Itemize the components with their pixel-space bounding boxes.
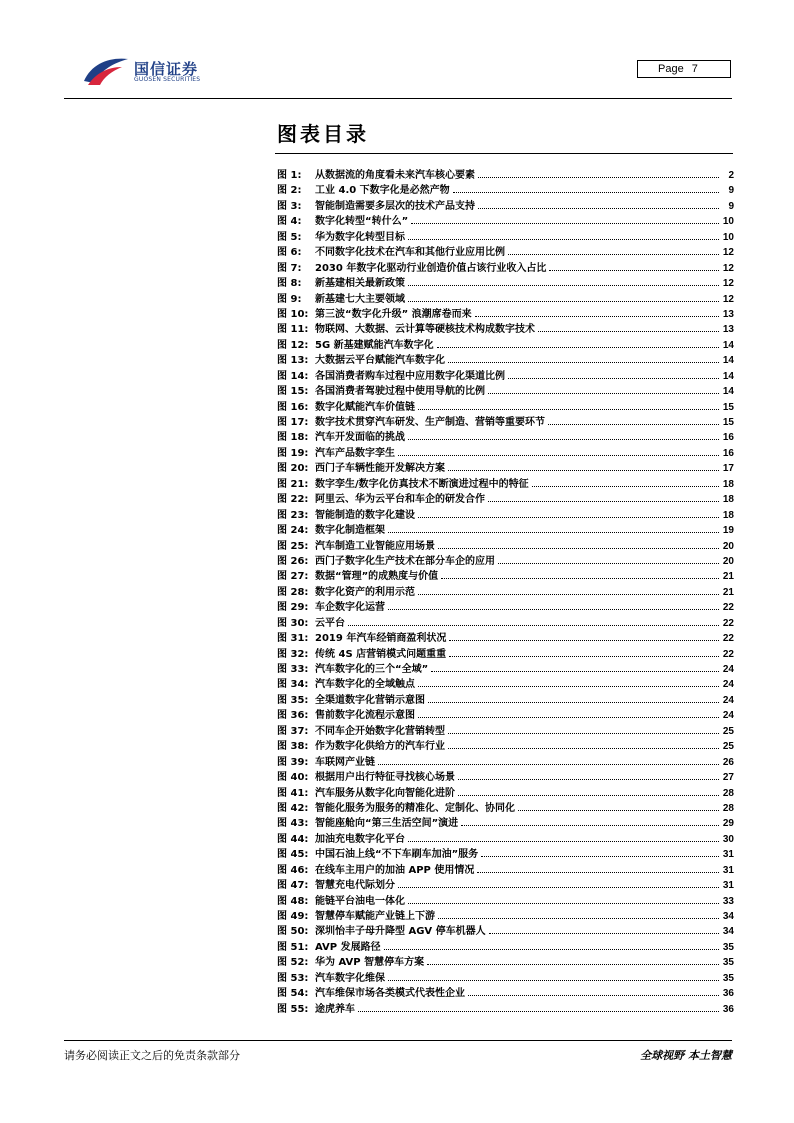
toc-dot-leader (388, 609, 719, 610)
toc-entry[interactable] (277, 986, 734, 1001)
toc-dot-leader (384, 949, 719, 950)
toc-entry[interactable] (277, 477, 734, 492)
toc-entry-label: 图 45: (277, 849, 309, 861)
toc-dot-leader (477, 872, 719, 873)
toc-entry-title: 售前数字化流程示意图 (315, 710, 415, 722)
toc-entry-title: 汽车数字化的全域触点 (315, 679, 415, 691)
toc-entry-title: 智能座舱向“第三生活空间”演进 (315, 818, 459, 830)
toc-entry-label: 图 25: (277, 540, 309, 552)
toc-dot-leader (427, 964, 719, 965)
toc-entry-label: 图 48: (277, 895, 309, 907)
toc-entry[interactable] (277, 739, 734, 754)
toc-entry-label: 图 32: (277, 648, 309, 660)
toc-entry-label: 图 43: (277, 818, 309, 830)
toc-entry[interactable] (277, 430, 734, 445)
toc-dot-leader (548, 424, 719, 425)
toc-entry[interactable] (277, 400, 734, 415)
toc-entry-title: 根据用户出行特征寻找核心场景 (315, 772, 455, 784)
toc-dot-leader (408, 239, 719, 240)
toc-dot-leader (398, 455, 719, 456)
toc-entry-label: 图 37: (277, 725, 309, 737)
toc-entry-title: 汽车产品数字孪生 (315, 447, 395, 459)
toc-entry-label: 图 12: (277, 339, 309, 351)
toc-entry-page: 27 (722, 772, 734, 784)
toc-entry-title: 2019 年汽车经销商盈利状况 (315, 633, 447, 645)
toc-entry-page: 18 (722, 509, 734, 521)
toc-entry-page: 13 (722, 324, 734, 336)
toc-dot-leader (489, 933, 719, 934)
toc-entry[interactable] (277, 168, 734, 183)
toc-dot-leader (448, 748, 719, 749)
toc-entry-label: 图 27: (277, 571, 309, 583)
toc-dot-leader (508, 378, 719, 379)
toc-entry[interactable] (277, 894, 734, 909)
toc-entry-title: 汽车数字化的三个“全域” (315, 664, 429, 675)
toc-dot-leader (488, 501, 719, 502)
toc-entry[interactable] (277, 724, 734, 739)
toc-entry-title: 智慧停车赋能产业链上下游 (315, 911, 435, 922)
toc-entry-title: 车联网产业链 (315, 756, 375, 768)
page-label: Page (658, 63, 684, 75)
brand-logo (82, 55, 212, 87)
toc-entry-page: 25 (722, 725, 734, 737)
toc-entry-title: 各国消费者驾驶过程中使用导航的比例 (315, 386, 485, 398)
toc-entry-title: 智能制造的数字化建设 (315, 509, 415, 521)
toc-entry-page: 30 (722, 833, 734, 845)
toc-entry-page: 31 (722, 849, 734, 861)
page-number: 7 (691, 63, 698, 75)
toc-entry[interactable] (277, 183, 734, 198)
toc-entry-page: 18 (722, 494, 734, 506)
toc-dot-leader (449, 640, 719, 641)
toc-entry-page: 12 (722, 247, 734, 259)
toc-entry-title: 新基建七大主要领域 (315, 293, 405, 305)
toc-entry-label: 图 16: (277, 401, 309, 413)
toc-entry[interactable] (277, 461, 734, 476)
toc-entry-label: 图 46: (277, 864, 309, 876)
toc-entry-label: 图 20: (277, 463, 309, 475)
toc-entry-label: 图 49: (277, 911, 309, 922)
toc-dot-leader (408, 301, 719, 302)
toc-entry-label: 图 40: (277, 772, 309, 784)
toc-entry[interactable] (277, 508, 734, 523)
page-indicator (637, 60, 731, 78)
toc-entry-page: 20 (722, 555, 734, 567)
toc-entry-label: 图 34: (277, 679, 309, 691)
toc-dot-leader (408, 903, 719, 904)
toc-entry[interactable] (277, 816, 734, 831)
toc-dot-leader (418, 517, 719, 518)
toc-entry-title: 汽车维保市场各类模式代表性企业 (315, 988, 465, 1000)
toc-entry-page: 9 (728, 185, 734, 197)
toc-entry-page: 24 (722, 664, 734, 675)
toc-entry-page: 31 (722, 880, 734, 892)
toc-dot-leader (348, 625, 719, 626)
toc-entry[interactable] (277, 569, 734, 584)
toc-dot-leader (532, 486, 719, 487)
toc-entry[interactable] (277, 801, 734, 816)
toc-dot-leader (418, 717, 719, 718)
toc-entry-page: 22 (722, 602, 734, 614)
toc-entry-title: 在线车主用户的加油 APP 使用情况 (315, 864, 475, 876)
toc-entry-label: 图 55: (277, 1003, 309, 1015)
toc-entry[interactable] (277, 292, 734, 307)
toc-entry-title: 不同数字化技术在汽车和其他行业应用比例 (315, 247, 505, 259)
toc-entry[interactable] (277, 1002, 734, 1017)
toc-entry-title: 作为数字化供给方的汽车行业 (315, 741, 445, 753)
toc-entry[interactable] (277, 199, 734, 214)
footer-slogan: 全球视野 本土智慧 (640, 1049, 732, 1062)
toc-entry-page: 31 (722, 864, 734, 876)
toc-entry-page: 22 (722, 648, 734, 660)
toc-entry-title: 不同车企开始数字化营销转型 (315, 725, 445, 737)
toc-entry-page: 25 (722, 741, 734, 753)
toc-entry[interactable] (277, 708, 734, 723)
toc-entry-page: 13 (722, 308, 734, 320)
toc-dot-leader (358, 1011, 719, 1012)
toc-dot-leader (378, 764, 719, 765)
toc-entry-page: 2 (728, 170, 734, 181)
toc-entry[interactable] (277, 971, 734, 986)
toc-dot-leader (518, 810, 719, 811)
toc-entry-title: 传统 4S 店营销模式问题重重 (315, 648, 447, 660)
toc-entry-page: 29 (722, 818, 734, 830)
toc-entry-label: 图 53: (277, 972, 309, 984)
toc-entry-page: 14 (722, 355, 734, 367)
footer-divider (64, 1040, 732, 1041)
toc-entry-title: 数字化转型“转什么” (315, 216, 409, 228)
toc-entry-label: 图 33: (277, 664, 309, 675)
toc-dot-leader (408, 841, 719, 842)
toc-entry-label: 图 17: (277, 417, 309, 428)
toc-entry-label: 图 1: (277, 170, 302, 181)
footer-disclaimer: 请务必阅读正文之后的免责条款部分 (64, 1049, 240, 1062)
toc-dot-leader (449, 656, 719, 657)
toc-entry-page: 15 (722, 401, 734, 413)
toc-dot-leader (475, 316, 719, 317)
toc-entry-title: AVP 发展路径 (315, 941, 381, 953)
toc-entry-label: 图 2: (277, 185, 302, 197)
toc-dot-leader (438, 548, 719, 549)
toc-entry-title: 新基建相关最新政策 (315, 278, 405, 290)
toc-entry-page: 12 (722, 262, 734, 274)
toc-dot-leader (437, 347, 719, 348)
toc-entry-label: 图 50: (277, 926, 309, 938)
toc-dot-leader (481, 856, 719, 857)
toc-entry-label: 图 54: (277, 988, 309, 1000)
toc-entry-label: 图 5: (277, 231, 302, 243)
toc-entry[interactable] (277, 245, 734, 260)
toc-entry-page: 15 (722, 417, 734, 428)
toc-entry-page: 35 (722, 957, 734, 969)
toc-entry-page: 21 (722, 571, 734, 583)
toc-entry[interactable] (277, 307, 734, 322)
toc-entry-page: 12 (722, 293, 734, 305)
toc-entry[interactable] (277, 924, 734, 939)
toc-entry-page: 34 (722, 911, 734, 922)
toc-entry-page: 34 (722, 926, 734, 938)
guosen-emblem-icon (82, 55, 130, 87)
toc-entry-label: 图 52: (277, 957, 309, 969)
toc-dot-leader (478, 177, 719, 178)
toc-entry[interactable] (277, 832, 734, 847)
toc-entry-title: 全渠道数字化营销示意图 (315, 694, 425, 706)
toc-entry-title: 华为数字化转型目标 (315, 231, 405, 243)
toc-dot-leader (388, 532, 719, 533)
toc-entry[interactable] (277, 338, 734, 353)
toc-entry[interactable] (277, 631, 734, 646)
toc-entry-label: 图 39: (277, 756, 309, 768)
toc-entry-title: 各国消费者购车过程中应用数字化渠道比例 (315, 370, 505, 382)
toc-entry-title: 智能化服务为服务的精准化、定制化、协同化 (315, 802, 515, 814)
toc-dot-leader (448, 470, 719, 471)
toc-entry-title: 西门子数字化生产技术在部分车企的应用 (315, 555, 495, 567)
toc-entry-label: 图 13: (277, 355, 309, 367)
toc-entry[interactable] (277, 600, 734, 615)
toc-dot-leader (388, 980, 719, 981)
toc-entry-label: 图 10: (277, 308, 309, 320)
toc-entry[interactable] (277, 415, 734, 430)
toc-entry-page: 26 (722, 756, 734, 768)
toc-dot-leader (478, 208, 719, 209)
toc-top-divider (275, 153, 733, 154)
toc-entry[interactable] (277, 909, 734, 924)
toc-entry-title: 数字技术贯穿汽车研发、生产制造、营销等重要环节 (315, 417, 545, 428)
figure-toc-list (277, 168, 734, 1017)
toc-entry-page: 24 (722, 679, 734, 691)
toc-entry-title: 从数据流的角度看未来汽车核心要素 (315, 170, 475, 181)
toc-entry-title: 能链平台油电一体化 (315, 895, 405, 907)
toc-entry-label: 图 8: (277, 278, 302, 290)
toc-entry[interactable] (277, 446, 734, 461)
toc-entry-title: 汽车服务从数字化向智能化进阶 (315, 787, 455, 799)
toc-entry-page: 33 (722, 895, 734, 907)
toc-entry-title: 华为 AVP 智慧停车方案 (315, 957, 425, 969)
toc-entry-page: 21 (722, 586, 734, 598)
toc-entry[interactable] (277, 693, 734, 708)
toc-entry[interactable] (277, 384, 734, 399)
toc-entry[interactable] (277, 677, 734, 692)
toc-entry-label: 图 30: (277, 617, 309, 629)
toc-entry-page: 14 (722, 386, 734, 398)
toc-entry-page: 22 (722, 633, 734, 645)
toc-entry-label: 图 41: (277, 787, 309, 799)
toc-entry-label: 图 47: (277, 880, 309, 892)
toc-entry-page: 36 (722, 1003, 734, 1015)
toc-entry-page: 22 (722, 617, 734, 629)
toc-entry-label: 图 36: (277, 710, 309, 722)
toc-entry[interactable] (277, 353, 734, 368)
toc-entry-page: 14 (722, 339, 734, 351)
toc-entry-title: 汽车数字化维保 (315, 972, 385, 984)
toc-entry-page: 28 (722, 802, 734, 814)
toc-entry-label: 图 9: (277, 293, 302, 305)
toc-entry-title: 加油充电数字化平台 (315, 833, 405, 845)
toc-entry-title: 物联网、大数据、云计算等硬核技术构成数字技术 (315, 324, 535, 336)
toc-entry-title: 大数据云平台赋能汽车数字化 (315, 355, 445, 367)
toc-entry-title: 数字化制造框架 (315, 525, 385, 537)
toc-entry-label: 图 38: (277, 741, 309, 753)
toc-entry-label: 图 14: (277, 370, 309, 382)
toc-dot-leader (438, 918, 719, 919)
toc-dot-leader (458, 795, 719, 796)
toc-entry-title: 2030 年数字化驱动行业创造价值占该行业收入占比 (315, 262, 547, 274)
toc-entry-label: 图 24: (277, 525, 309, 537)
toc-dot-leader (411, 223, 719, 224)
toc-entry[interactable] (277, 322, 734, 337)
toc-dot-leader (418, 594, 719, 595)
toc-entry-label: 图 23: (277, 509, 309, 521)
toc-entry-title: 中国石油上线“不下车刷车加油”服务 (315, 849, 479, 861)
page-title: 图表目录 (277, 122, 369, 146)
toc-dot-leader (428, 702, 719, 703)
toc-entry-label: 图 31: (277, 633, 309, 645)
toc-entry[interactable] (277, 276, 734, 291)
toc-entry[interactable] (277, 539, 734, 554)
toc-entry-label: 图 28: (277, 586, 309, 598)
toc-dot-leader (448, 362, 719, 363)
toc-dot-leader (498, 563, 719, 564)
toc-entry-label: 图 51: (277, 941, 309, 953)
toc-entry-title: 车企数字化运营 (315, 602, 385, 614)
toc-dot-leader (431, 671, 719, 672)
toc-dot-leader (461, 825, 719, 826)
toc-dot-leader (441, 578, 719, 579)
toc-entry-label: 图 7: (277, 262, 302, 274)
toc-dot-leader (508, 254, 719, 255)
toc-entry-page: 35 (722, 941, 734, 953)
toc-entry-title: 汽车制造工业智能应用场景 (315, 540, 435, 552)
toc-entry-label: 图 18: (277, 432, 309, 444)
toc-entry-page: 18 (722, 478, 734, 490)
toc-entry-label: 图 35: (277, 694, 309, 706)
toc-dot-leader (408, 285, 719, 286)
toc-entry-title: 数据“管理”的成熟度与价值 (315, 571, 439, 583)
toc-entry-title: 数字化资产的利用示范 (315, 586, 415, 598)
toc-entry-page: 36 (722, 988, 734, 1000)
toc-dot-leader (408, 439, 719, 440)
toc-entry[interactable] (277, 770, 734, 785)
toc-entry-page: 19 (722, 525, 734, 537)
toc-entry-label: 图 26: (277, 555, 309, 567)
toc-entry[interactable] (277, 786, 734, 801)
toc-entry-page: 12 (722, 278, 734, 290)
logo-chinese-name: 国信证券 (134, 60, 199, 78)
toc-entry[interactable] (277, 492, 734, 507)
toc-dot-leader (418, 409, 719, 410)
toc-entry-title: 第三波“数字化升级” 浪潮席卷而来 (315, 308, 472, 320)
toc-entry[interactable] (277, 940, 734, 955)
toc-entry-page: 24 (722, 710, 734, 722)
toc-entry-title: 数字化赋能汽车价值链 (315, 401, 415, 413)
toc-entry[interactable] (277, 214, 734, 229)
toc-entry-title: 深圳怡丰子母升降型 AGV 停车机器人 (315, 926, 486, 938)
toc-entry-title: 汽车开发面临的挑战 (315, 432, 405, 444)
toc-entry[interactable] (277, 554, 734, 569)
toc-entry[interactable] (277, 878, 734, 893)
toc-entry[interactable] (277, 230, 734, 245)
toc-entry-title: 工业 4.0 下数字化是必然产物 (315, 185, 450, 197)
toc-entry-label: 图 42: (277, 802, 309, 814)
toc-entry-page: 35 (722, 972, 734, 984)
toc-entry-page: 17 (722, 463, 734, 475)
toc-entry-page: 10 (722, 231, 734, 243)
toc-entry-page: 24 (722, 694, 734, 706)
toc-entry-title: 智能制造需要多层次的技术产品支持 (315, 200, 475, 212)
toc-entry-label: 图 21: (277, 478, 309, 490)
toc-entry-label: 图 15: (277, 386, 309, 398)
toc-entry-page: 10 (722, 216, 734, 228)
toc-entry[interactable] (277, 369, 734, 384)
toc-dot-leader (398, 887, 719, 888)
toc-entry-label: 图 19: (277, 447, 309, 459)
toc-entry[interactable] (277, 523, 734, 538)
toc-entry-title: 5G 新基建赋能汽车数字化 (315, 339, 434, 351)
toc-entry[interactable] (277, 955, 734, 970)
toc-entry-title: 途虎养车 (315, 1003, 355, 1015)
toc-entry[interactable] (277, 662, 734, 677)
toc-entry-page: 28 (722, 787, 734, 799)
toc-entry-title: 阿里云、华为云平台和车企的研发合作 (315, 494, 485, 506)
toc-entry-title: 西门子车辆性能开发解决方案 (315, 463, 445, 475)
toc-entry[interactable] (277, 647, 734, 662)
toc-entry-page: 9 (728, 200, 734, 212)
toc-entry-title: 智慧充电代际划分 (315, 880, 395, 892)
toc-entry-label: 图 4: (277, 216, 302, 228)
logo-english-name: GUOSEN SECURITIES (134, 76, 201, 83)
toc-dot-leader (418, 686, 719, 687)
toc-dot-leader (453, 192, 719, 193)
toc-entry[interactable] (277, 755, 734, 770)
toc-entry-page: 20 (722, 540, 734, 552)
toc-dot-leader (488, 393, 719, 394)
toc-entry[interactable] (277, 847, 734, 862)
toc-dot-leader (448, 733, 719, 734)
toc-entry-page: 16 (722, 447, 734, 459)
header-divider (64, 98, 732, 99)
toc-entry[interactable] (277, 261, 734, 276)
toc-entry-label: 图 3: (277, 200, 302, 212)
toc-entry[interactable] (277, 863, 734, 878)
toc-entry-label: 图 22: (277, 494, 309, 506)
toc-entry-title: 云平台 (315, 617, 345, 629)
toc-dot-leader (468, 995, 719, 996)
toc-entry-page: 16 (722, 432, 734, 444)
toc-entry-title: 数字孪生/数字化仿真技术不断演进过程中的特征 (315, 478, 529, 490)
toc-dot-leader (549, 270, 719, 271)
toc-entry-page: 14 (722, 370, 734, 382)
toc-dot-leader (538, 331, 719, 332)
toc-dot-leader (458, 779, 719, 780)
toc-entry-label: 图 29: (277, 602, 309, 614)
toc-entry[interactable] (277, 616, 734, 631)
toc-entry-label: 图 11: (277, 324, 309, 336)
toc-entry-label: 图 44: (277, 833, 309, 845)
toc-entry[interactable] (277, 585, 734, 600)
toc-entry-label: 图 6: (277, 247, 302, 259)
